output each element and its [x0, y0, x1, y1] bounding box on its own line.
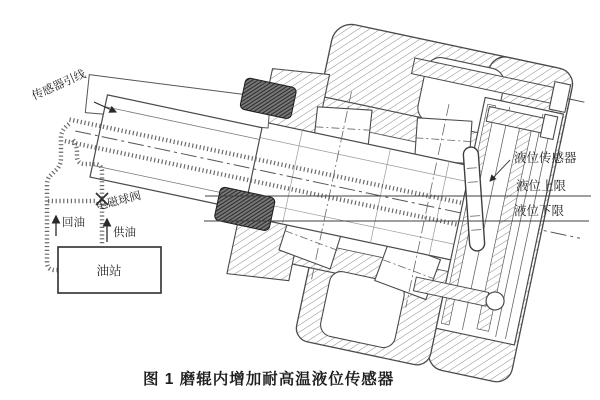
label-level-upper-limit: 液位上限 — [516, 179, 567, 193]
stud-tip — [568, 99, 585, 103]
label-oil-supply: 供油 — [113, 227, 136, 239]
label-level-lower-limit: 液位下限 — [514, 204, 565, 218]
label-oil-station: 油站 — [96, 264, 122, 278]
figure-caption: 图 1 磨辊内增加耐高温液位传感器 — [143, 371, 395, 388]
label-liquid-level-sensor: 液位传感器 — [514, 151, 577, 165]
label-sensor-lead-wire: 传感器引线 — [30, 68, 88, 103]
label-oil-return: 回油 — [62, 217, 85, 229]
label-solenoid-ball-valve: 电磁球阀 — [94, 190, 143, 213]
